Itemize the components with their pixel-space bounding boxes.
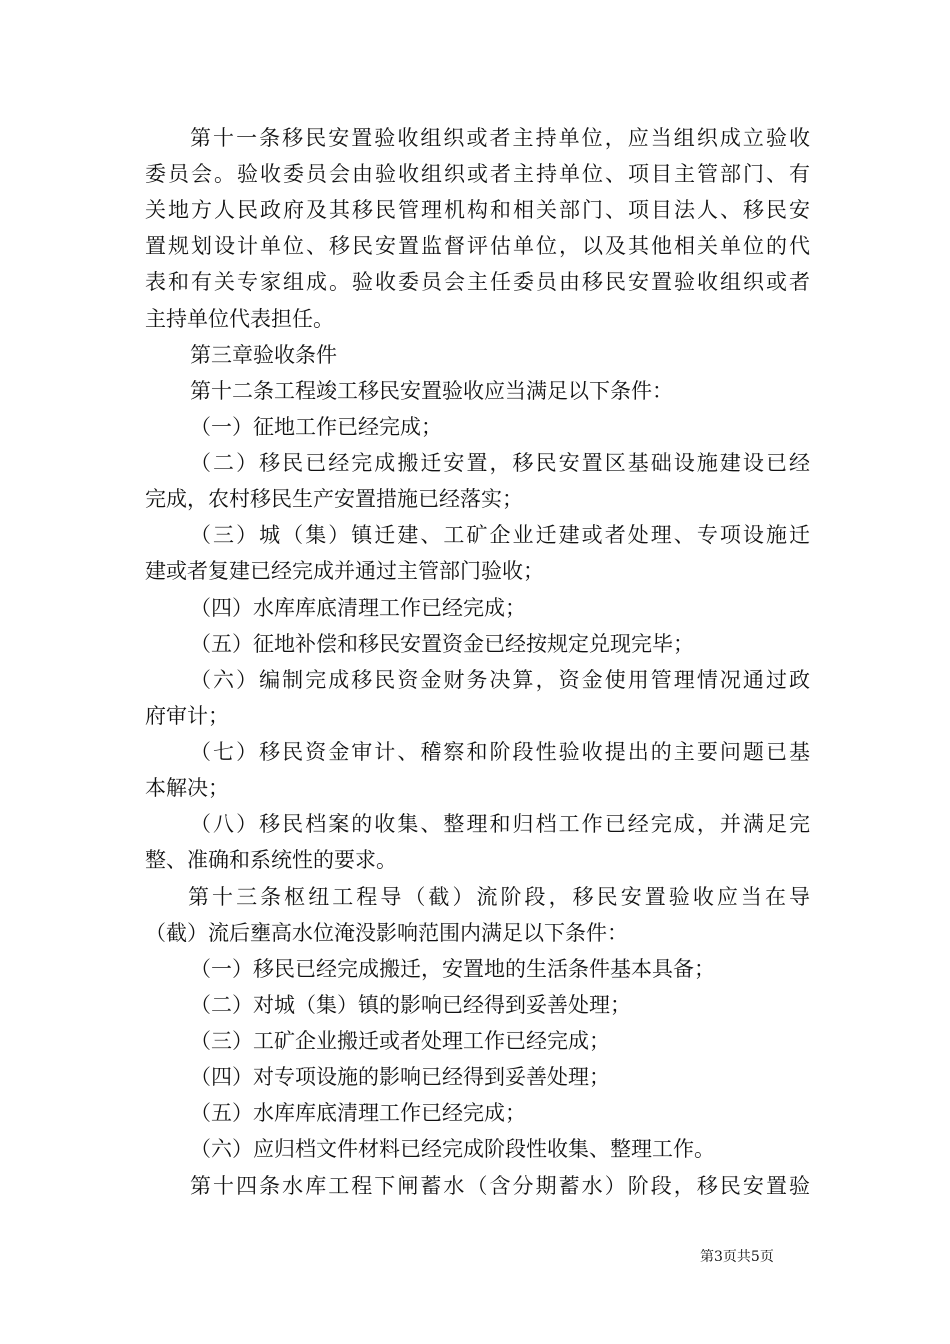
list-item: （五）征地补偿和移民安置资金已经按规定兑现完毕； [190, 632, 694, 656]
text-line: 府审计； [145, 704, 229, 728]
list-item: （六）编制完成移民资金财务决算，资金使用管理情况通过政 [190, 668, 810, 692]
text-line: 第十四条水库工程下闸蓄水（含分期蓄水）阶段，移民安置验 [190, 1174, 810, 1198]
text-line: 完成，农村移民生产安置措施已经落实； [145, 487, 523, 511]
text-line: 整、准确和系统性的要求。 [145, 848, 397, 872]
list-item: （五）水库库底清理工作已经完成； [190, 1101, 526, 1125]
text-line: （截）流后壅高水位淹没影响范围内满足以下条件： [145, 921, 628, 945]
list-item: （三）工矿企业搬迁或者处理工作已经完成； [190, 1029, 610, 1053]
list-item: （二）移民已经完成搬迁安置，移民安置区基础设施建设已经 [190, 451, 810, 475]
text-line: 委员会。验收委员会由验收组织或者主持单位、项目主管部门、有 [145, 162, 810, 186]
page-number: 第3页共5页 [700, 1249, 774, 1265]
text-line: 关地方人民政府及其移民管理机构和相关部门、项目法人、移民安 [145, 198, 810, 222]
list-item: （六）应归档文件材料已经完成阶段性收集、整理工作。 [190, 1137, 715, 1161]
text-line: 本解决； [145, 776, 229, 800]
list-item: （一）征地工作已经完成； [190, 415, 442, 439]
text-line: 置规划设计单位、移民安置监督评估单位，以及其他相关单位的代 [145, 234, 810, 258]
text-line: 建或者复建已经完成并通过主管部门验收； [145, 559, 544, 583]
text-line: 第十三条枢纽工程导（截）流阶段，移民安置验收应当在导 [188, 885, 810, 909]
text-line: 第十二条工程竣工移民安置验收应当满足以下条件： [190, 379, 673, 403]
list-item: （四）对专项设施的影响已经得到妥善处理； [190, 1065, 610, 1089]
text-line: 表和有关专家组成。验收委员会主任委员由移民安置验收组织或者 [145, 270, 810, 294]
list-item: （四）水库库底清理工作已经完成； [190, 596, 526, 620]
list-item: （八）移民档案的收集、整理和归档工作已经完成，并满足完 [190, 812, 810, 836]
text-line: 主持单位代表担任。 [145, 307, 334, 331]
list-item: （七）移民资金审计、稽察和阶段性验收提出的主要问题已基 [190, 740, 810, 764]
list-item: （一）移民已经完成搬迁，安置地的生活条件基本具备； [190, 957, 715, 981]
chapter-heading: 第三章验收条件 [190, 343, 337, 367]
list-item: （二）对城（集）镇的影响已经得到妥善处理； [190, 993, 631, 1017]
list-item: （三）城（集）镇迁建、工矿企业迁建或者处理、专项设施迁 [190, 523, 810, 547]
text-line: 第十一条移民安置验收组织或者主持单位，应当组织成立验收 [190, 126, 810, 150]
